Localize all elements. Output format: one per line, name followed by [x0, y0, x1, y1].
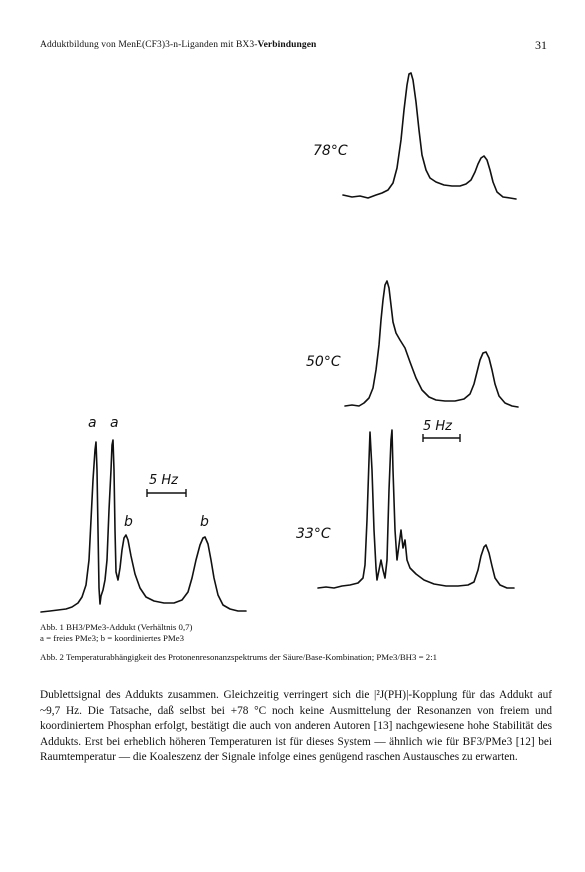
temperature-label-33: 33°C: [296, 526, 331, 542]
figure2-caption: Abb. 2 Temperaturabhängigkeit des Protonenresonanzspektrums der Säure/Base-Kombination; PMe3/BH3 = 2:1: [40, 652, 438, 662]
running-header-text: Adduktbildung von MenE(CF3)3-n-Liganden mit BX3-: [40, 40, 258, 50]
temperature-label-50: 50°C: [306, 354, 341, 370]
peak-label-a1: a: [88, 415, 97, 431]
figure1-caption: [40, 622, 550, 644]
fig1-scale-label: 5 Hz: [149, 473, 179, 488]
page-number: 31: [535, 38, 547, 52]
body-paragraph: [40, 688, 552, 766]
fig2-scale-label: 5 Hz: [423, 419, 453, 434]
temperature-label-78: 78°C: [313, 143, 348, 159]
peak-label-b1: b: [124, 514, 133, 530]
peak-label-a2: a: [110, 415, 119, 431]
body-paragraph-text: Dublettsignal des Addukts zusammen. Gleichzeitig verringert sich die |²J(PH)|-Kopplung für das Addukt auf ~9,7 Hz. Die Tatsache, daß selbst bei +78 °C noch keine Ausmittelung der Resonanzen von freiem und koordiniertem Phosphan erfolgt, bestätigt die auch von anderen Autoren [13] nachgewiesene hohe Stabilität des Addukts. Erst bei erheblich höheren Temperaturen ist für dieses System — ähnlich wie für BF3/PMe3 [12] bei Raumtemperatur — die Koaleszenz der Signale infolge eines genügend raschen Austausches zu erwarten.: [40, 689, 552, 764]
figure1-caption-line1: Abb. 1 BH3/PMe3-Addukt (Verhältnis 0,7): [40, 622, 193, 632]
figure1-caption-line2: a = freies PMe3; b = koordiniertes PMe3: [40, 633, 185, 643]
running-header-bold: Verbindungen: [257, 40, 317, 50]
peak-label-b2: b: [200, 514, 209, 530]
